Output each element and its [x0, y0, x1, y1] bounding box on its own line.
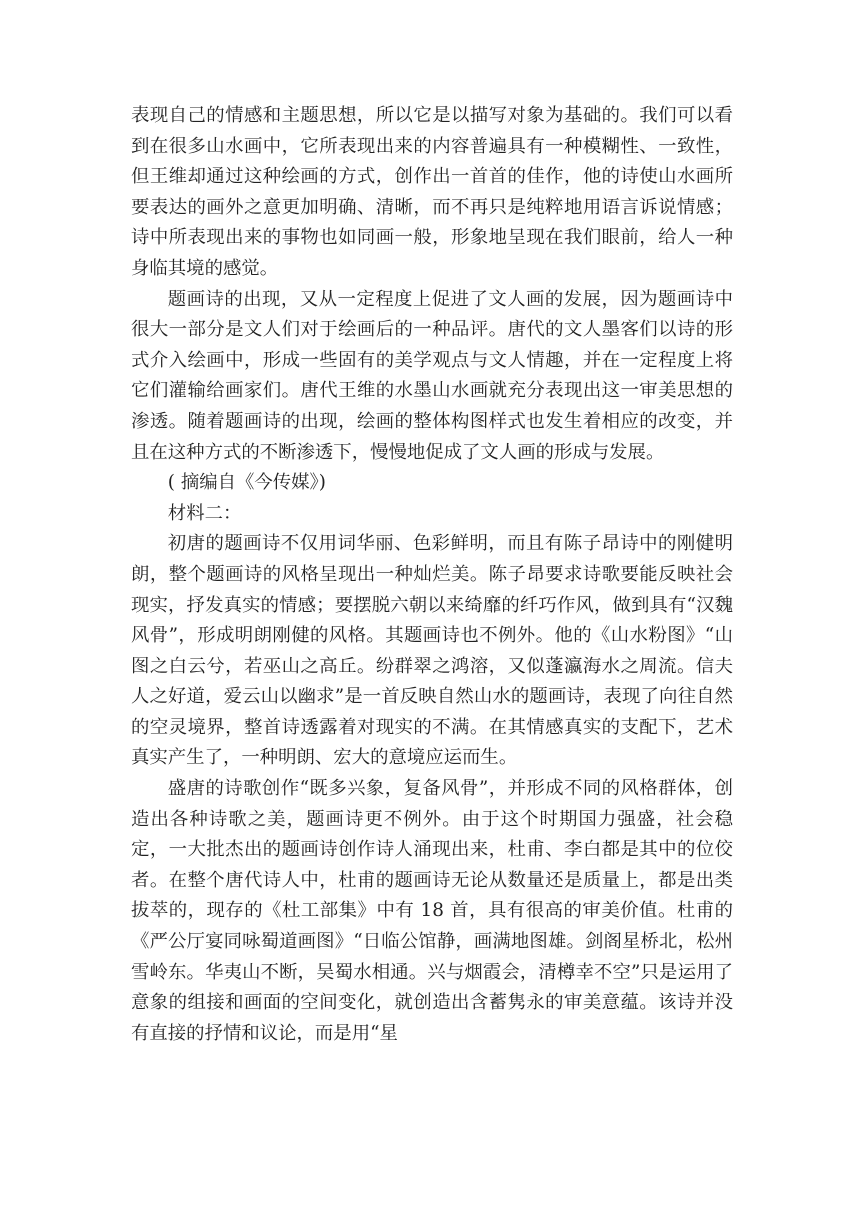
document-page	[131, 101, 733, 1049]
paragraph-high-tang: 盛唐的诗歌创作“既多兴象，复备风骨”，并形成不同的风格群体，创造出各种诗歌之美，题画诗更不例外。由于这个时期国力强盛，社会稳定，一大批杰出的题画诗创作诗人涌现出来，杜甫、李白都是其中的位佼者。在整个唐代诗人中，杜甫的题画诗无论从数量还是质量上，都是出类拔萃的，现存的《杜工部集》中有 18 首，具有很高的审美价值。杜甫的《严公厅宴同咏蜀道画图》“日临公馆静，画满地图雄。剑阁星桥北，松州雪岭东。华夷山不断，吴蜀水相通。兴与烟霞会，清樽幸不空”只是运用了意象的组接和画面的空间变化，就创造出含蓄隽永的审美意蕴。该诗并没有直接的抒情和议论，而是用“星	[131, 778, 733, 1044]
paragraph-early-tang: 初唐的题画诗不仅用词华丽、色彩鲜明，而且有陈子昂诗中的刚健明朗，整个题画诗的风格呈现出一种灿烂美。陈子昂要求诗歌要能反映社会现实，抒发真实的情感；要摆脱六朝以来绮靡的纤巧作风，做到具有“汉魏风骨”，形成明朗刚健的风格。其题画诗也不例外。他的《山水粉图》“山图之白云兮，若巫山之高丘。纷群翠之鸿溶，又似蓬瀛海水之周流。信夫人之好道，爱云山以幽求”是一首反映自然山水的题画诗，表现了向往自然的空灵境界，整首诗透露着对现实的不满。在其情感真实的支配下，艺术真实产生了，一种明朗、宏大的意境应运而生。	[131, 533, 733, 769]
paragraph-wangwei-continuation: 表现自己的情感和主题思想，所以它是以描写对象为基础的。我们可以看到在很多山水画中，它所表现出来的内容普遍具有一种模糊性、一致性，但王维却通过这种绘画的方式，创作出一首首的佳作，他的诗使山水画所要表达的画外之意更加明确、清晰，而不再只是纯粹地用语言诉说情感；诗中所表现出来的事物也如同画一般，形象地呈现在我们眼前，给人一种身临其境的感觉。	[131, 105, 733, 279]
material-two-heading: 材料二：	[167, 502, 242, 524]
paragraph-tihuashi-influence: 题画诗的出现，又从一定程度上促进了文人画的发展，因为题画诗中很大一部分是文人们对于绘画后的一种品评。唐代的文人墨客们以诗的形式介入绘画中，形成一些固有的美学观点与文人情趣，并在一定程度上将它们灌输给画家们。唐代王维的水墨山水画就充分表现出这一审美思想的渗透。随着题画诗的出现，绘画的整体构图样式也发生着相应的改变，并且在这种方式的不断渗透下，慢慢地促成了文人画的形成与发展。	[131, 288, 733, 463]
source-citation: ( 摘编自《今传媒》)	[167, 472, 326, 494]
